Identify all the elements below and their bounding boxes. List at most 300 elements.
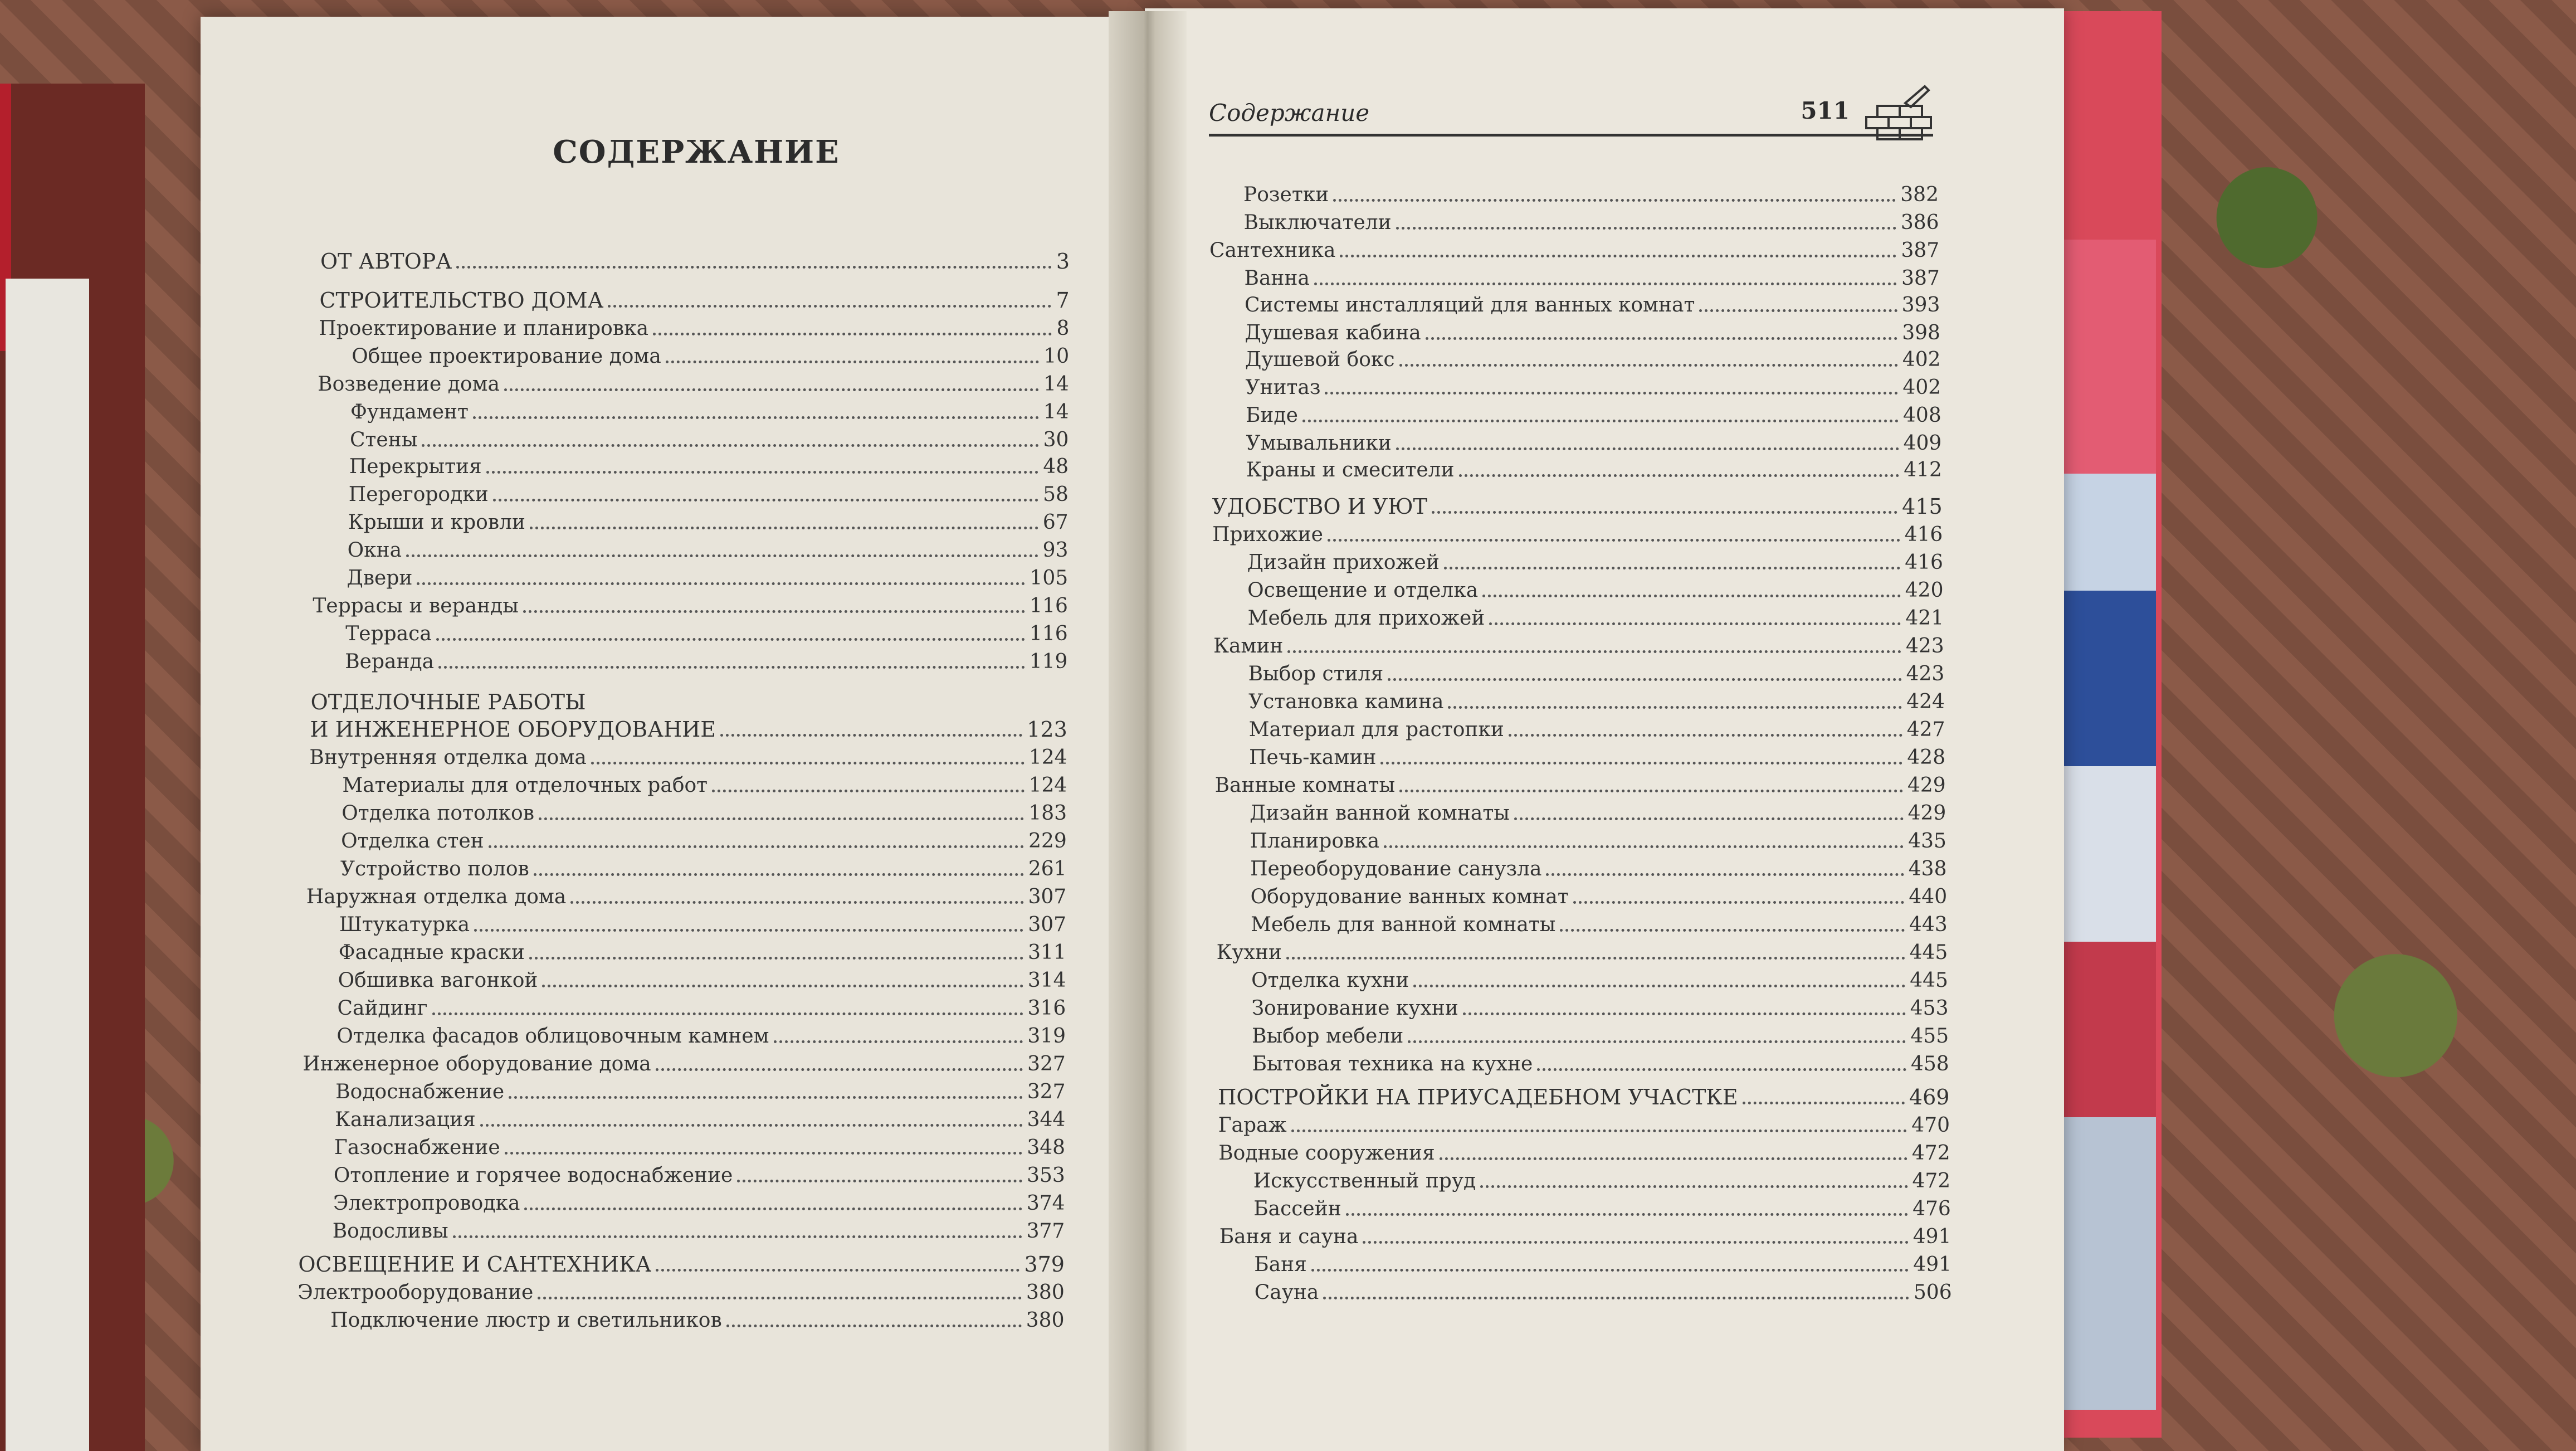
dot-leader bbox=[570, 901, 1023, 904]
toc-entry-label: Мебель для ванной комнаты bbox=[1251, 913, 1556, 936]
dot-leader bbox=[1328, 539, 1900, 542]
toc-entry-label: Электрооборудование bbox=[297, 1281, 534, 1304]
dot-leader bbox=[1560, 929, 1905, 932]
toc-entry-label: Отопление и горячее водоснабжение bbox=[333, 1164, 733, 1187]
toc-entry bbox=[350, 423, 1069, 450]
dot-leader bbox=[1323, 1297, 1909, 1299]
dot-leader bbox=[1573, 901, 1905, 904]
toc-entry-page-number: 387 bbox=[1901, 239, 1940, 262]
toc-entry bbox=[1251, 880, 1948, 907]
toc-entry-page-number: 421 bbox=[1905, 607, 1944, 630]
toc-entry-page-number: 314 bbox=[1027, 969, 1066, 992]
dot-leader bbox=[539, 817, 1024, 820]
dot-leader bbox=[712, 790, 1024, 792]
toc-entry-label: Бассейн bbox=[1253, 1197, 1341, 1220]
toc-entry-page-number: 445 bbox=[1909, 941, 1948, 964]
toc-entry bbox=[352, 340, 1069, 367]
toc-entry-label: ПОСТРОЙКИ НА ПРИУСАДЕБНОМ УЧАСТКЕ bbox=[1218, 1085, 1738, 1109]
toc-entry bbox=[336, 1020, 1066, 1046]
toc-entry-label: Водосливы bbox=[332, 1220, 448, 1243]
toc-entry bbox=[1253, 1192, 1951, 1219]
dot-leader bbox=[1380, 762, 1902, 765]
toc-entry-label: Установка камина bbox=[1248, 690, 1444, 713]
toc-entry-label: Ванна bbox=[1244, 267, 1310, 290]
dot-leader bbox=[486, 471, 1039, 474]
toc-entry-page-number: 453 bbox=[1910, 997, 1949, 1020]
toc-entry-page-number: 469 bbox=[1909, 1085, 1950, 1109]
toc-entry-page-number: 377 bbox=[1026, 1220, 1065, 1243]
toc-entry bbox=[310, 713, 1067, 740]
toc-entry bbox=[1250, 797, 1946, 824]
toc-entry-label: Гараж bbox=[1218, 1114, 1287, 1137]
toc-entry-page-number: 435 bbox=[1908, 830, 1946, 853]
dot-leader bbox=[1408, 1040, 1906, 1043]
toc-entry-label: Террасы и веранды bbox=[313, 595, 519, 617]
dot-leader bbox=[422, 444, 1038, 447]
toc-entry bbox=[347, 562, 1069, 588]
dot-leader bbox=[1333, 199, 1896, 202]
toc-entry bbox=[1215, 769, 1946, 796]
toc-entry-label: Терраса bbox=[345, 622, 432, 645]
toc-entry bbox=[319, 284, 1069, 311]
toc-entry bbox=[309, 741, 1067, 768]
dot-leader bbox=[1426, 337, 1898, 340]
toc-entry-page-number: 123 bbox=[1027, 717, 1067, 742]
toc-entry-label: ОТ АВТОРА bbox=[320, 249, 452, 274]
toc-entry bbox=[298, 1248, 1065, 1275]
toc-entry bbox=[334, 1131, 1065, 1158]
dot-leader bbox=[1346, 1213, 1908, 1216]
toc-entry bbox=[333, 1187, 1065, 1214]
toc-entry-page-number: 402 bbox=[1902, 348, 1941, 371]
toc-entry bbox=[1245, 317, 1940, 343]
toc-entry-page-number: 353 bbox=[1027, 1164, 1065, 1187]
toc-entry bbox=[1218, 1109, 1950, 1136]
toc-entry bbox=[338, 964, 1066, 991]
toc-entry-label: Камин bbox=[1213, 635, 1284, 658]
toc-entry-label: Веранда bbox=[345, 650, 435, 673]
toc-entry-page-number: 3 bbox=[1056, 249, 1070, 274]
dot-leader bbox=[509, 1096, 1023, 1099]
toc-entry-label: Системы инсталляций для ванных комнат bbox=[1244, 294, 1695, 317]
toc-entry bbox=[349, 450, 1069, 477]
dot-leader bbox=[1509, 734, 1902, 737]
toc-entry-label: Перегородки bbox=[348, 483, 489, 506]
dot-leader bbox=[504, 388, 1039, 391]
toc-entry-label: Дизайн прихожей bbox=[1247, 551, 1440, 574]
book-page-edge bbox=[6, 279, 89, 1451]
toc-entry-page-number: 429 bbox=[1907, 802, 1946, 825]
toc-entry-page-number: 416 bbox=[1905, 551, 1943, 574]
toc-entry-page-number: 423 bbox=[1905, 635, 1944, 658]
toc-entry-label: Кухни bbox=[1216, 941, 1282, 964]
toc-entry-label: Фундамент bbox=[350, 401, 469, 423]
toc-entry bbox=[1219, 1220, 1951, 1247]
toc-entry-page-number: 409 bbox=[1903, 432, 1942, 455]
toc-entry bbox=[1245, 371, 1941, 398]
dot-leader bbox=[456, 266, 1052, 269]
toc-entry-label: Наружная отделка дома bbox=[306, 885, 567, 908]
dot-leader bbox=[1448, 706, 1902, 709]
toc-entry-page-number: 14 bbox=[1043, 401, 1069, 423]
toc-entry-page-number: 491 bbox=[1913, 1225, 1951, 1248]
toc-entry-label: Мебель для прихожей bbox=[1247, 607, 1485, 630]
toc-entry-page-number: 93 bbox=[1042, 539, 1069, 562]
dot-leader bbox=[1537, 1068, 1906, 1071]
toc-entry-page-number: 14 bbox=[1043, 373, 1069, 396]
running-header bbox=[1209, 95, 1933, 137]
toc-entry bbox=[1209, 234, 1939, 261]
toc-entry bbox=[1245, 343, 1941, 370]
toc-entry-label: Проектирование и планировка bbox=[319, 317, 649, 340]
dot-leader bbox=[1286, 957, 1905, 960]
toc-entry bbox=[1212, 518, 1943, 545]
toc-entry-page-number: 10 bbox=[1043, 345, 1070, 368]
toc-entry-label: Подключение люстр и светильников bbox=[330, 1309, 722, 1332]
toc-entry bbox=[1250, 825, 1946, 851]
toc-entry-label: Умывальники bbox=[1246, 432, 1392, 455]
toc-entry-page-number: 8 bbox=[1056, 317, 1070, 340]
dot-leader bbox=[1396, 227, 1896, 230]
toc-entry-page-number: 344 bbox=[1027, 1108, 1066, 1131]
toc-entry bbox=[1246, 454, 1942, 480]
toc-entry bbox=[1217, 936, 1948, 963]
dot-leader bbox=[1384, 845, 1904, 848]
toc-entry bbox=[348, 506, 1069, 533]
dot-leader bbox=[1396, 447, 1899, 450]
toc-entry-label: ОСВЕЩЕНИЕ И САНТЕХНИКА bbox=[298, 1252, 652, 1277]
toc-entry-label: Переоборудование санузла bbox=[1250, 858, 1542, 880]
adjacent-book-right-cover bbox=[2061, 240, 2156, 1410]
book-gutter bbox=[1109, 11, 1187, 1451]
toc-entry-page-number: 327 bbox=[1027, 1053, 1066, 1075]
toc-entry-label: Отделка стен bbox=[341, 830, 484, 853]
toc-entry-page-number: 387 bbox=[1901, 267, 1940, 290]
toc-entry-page-number: 319 bbox=[1027, 1025, 1066, 1048]
dot-leader bbox=[720, 734, 1022, 737]
toc-entry bbox=[1249, 741, 1945, 768]
toc-entry-label: Перекрытия bbox=[349, 455, 482, 478]
toc-entry-label: И ИНЖЕНЕРНОЕ ОБОРУДОВАНИЕ bbox=[310, 717, 716, 742]
toc-entry-page-number: 116 bbox=[1029, 622, 1068, 645]
toc-entry bbox=[333, 1215, 1065, 1241]
toc-entry-label: Внутренняя отделка дома bbox=[309, 746, 587, 769]
dot-leader bbox=[1340, 255, 1896, 257]
toc-entry-page-number: 316 bbox=[1027, 997, 1066, 1020]
dot-leader bbox=[474, 929, 1023, 932]
toc-entry bbox=[1252, 1048, 1949, 1074]
toc-entry-label: Возведение дома bbox=[318, 373, 500, 396]
toc-entry-page-number: 348 bbox=[1027, 1136, 1066, 1159]
toc-entry-page-number: 105 bbox=[1030, 567, 1069, 590]
toc-entry-label: СТРОИТЕЛЬСТВО ДОМА bbox=[319, 288, 604, 313]
toc-entry-page-number: 420 bbox=[1905, 579, 1944, 602]
toc-entry-page-number: 379 bbox=[1024, 1252, 1065, 1277]
toc-entry bbox=[1250, 853, 1946, 879]
toc-entry-page-number: 307 bbox=[1028, 885, 1067, 908]
toc-entry-label: Дизайн ванной комнаты bbox=[1250, 802, 1510, 825]
toc-entry-page-number: 416 bbox=[1904, 523, 1943, 546]
toc-entry bbox=[348, 534, 1069, 561]
toc-entry-label: Биде bbox=[1245, 404, 1298, 427]
dot-leader bbox=[1480, 1185, 1907, 1188]
toc-entry-page-number: 30 bbox=[1043, 429, 1069, 451]
toc-entry bbox=[1246, 427, 1941, 454]
toc-entry-page-number: 183 bbox=[1028, 802, 1067, 825]
toc-entry-label: Баня и сауна bbox=[1219, 1225, 1359, 1248]
dot-leader bbox=[591, 762, 1024, 765]
toc-entry-label: Бытовая техника на кухне bbox=[1252, 1053, 1533, 1075]
brick-trowel-icon bbox=[1855, 84, 1933, 145]
toc-entry bbox=[335, 1103, 1065, 1130]
toc-entry bbox=[1247, 574, 1943, 601]
toc-entry-page-number: 408 bbox=[1903, 404, 1941, 427]
toc-entry-label: Освещение и отделка bbox=[1247, 579, 1479, 602]
dot-leader bbox=[505, 1152, 1023, 1155]
toc-entry-label: Газоснабжение bbox=[334, 1136, 500, 1159]
toc-entry-page-number: 67 bbox=[1042, 511, 1069, 534]
toc-entry-page-number: 506 bbox=[1913, 1281, 1952, 1304]
toc-entry bbox=[1251, 908, 1948, 935]
dot-leader bbox=[1302, 420, 1899, 422]
dot-leader bbox=[1489, 622, 1901, 625]
dot-leader bbox=[1459, 474, 1900, 477]
toc-entry-page-number: 458 bbox=[1910, 1053, 1949, 1075]
toc-entry-label: УДОБСТВО И УЮТ bbox=[1212, 494, 1427, 519]
dot-leader bbox=[1363, 1241, 1908, 1244]
dot-leader bbox=[1463, 1012, 1906, 1015]
toc-entry bbox=[1213, 630, 1944, 656]
toc-entry-label: Фасадные краски bbox=[338, 941, 525, 964]
toc-entry-label: Сайдинг bbox=[337, 997, 428, 1020]
toc-entry-page-number: 307 bbox=[1028, 913, 1067, 936]
toc-entry bbox=[341, 825, 1067, 851]
dot-leader bbox=[493, 499, 1038, 501]
toc-entry-page-number: 58 bbox=[1043, 483, 1069, 506]
dot-leader bbox=[489, 845, 1024, 848]
toc-entry-label: Ванные комнаты bbox=[1214, 774, 1396, 797]
dot-leader bbox=[542, 985, 1023, 987]
toc-entry bbox=[341, 797, 1067, 824]
toc-entry bbox=[339, 936, 1066, 963]
dot-leader bbox=[666, 361, 1039, 363]
toc-entry-label: Водоснабжение bbox=[335, 1080, 505, 1103]
dot-leader bbox=[774, 1040, 1023, 1043]
toc-entry-page-number: 438 bbox=[1908, 858, 1947, 880]
toc-entry bbox=[1248, 602, 1944, 629]
toc-entry bbox=[1218, 1137, 1950, 1163]
dot-leader bbox=[656, 1269, 1019, 1272]
dot-leader bbox=[530, 527, 1038, 529]
dot-leader bbox=[406, 554, 1038, 557]
toc-entry bbox=[1249, 713, 1945, 740]
toc-entry-page-number: 412 bbox=[1904, 459, 1942, 481]
toc-entry-page-number: 476 bbox=[1913, 1197, 1951, 1220]
dot-leader bbox=[1546, 873, 1904, 876]
toc-entry-page-number: 491 bbox=[1913, 1253, 1952, 1276]
dot-leader bbox=[1287, 650, 1901, 653]
toc-entry bbox=[1245, 262, 1940, 289]
toc-entry-page-number: 428 bbox=[1907, 746, 1946, 769]
dot-leader bbox=[726, 1325, 1022, 1327]
toc-entry-label: Выключатели bbox=[1243, 211, 1392, 234]
toc-entry bbox=[1243, 178, 1939, 205]
dot-leader bbox=[1399, 364, 1898, 367]
dot-leader bbox=[1440, 1157, 1907, 1160]
toc-entry bbox=[1245, 289, 1940, 315]
toc-entry bbox=[1244, 206, 1939, 233]
toc-entry-page-number: 472 bbox=[1911, 1142, 1950, 1165]
toc-entry-label: Отделка фасадов облицовочным камнем bbox=[336, 1025, 769, 1048]
dot-leader bbox=[608, 305, 1051, 308]
toc-entry-label: Штукатурка bbox=[339, 913, 470, 936]
toc-entry-page-number: 415 bbox=[1902, 494, 1943, 519]
toc-entry bbox=[1247, 546, 1943, 573]
toc-entry bbox=[1212, 490, 1943, 517]
dot-leader bbox=[1388, 678, 1901, 681]
toc-entry bbox=[1252, 1020, 1949, 1046]
dot-leader bbox=[1291, 1129, 1907, 1132]
toc-entry-page-number: 424 bbox=[1906, 690, 1945, 713]
adjacent-book-left bbox=[0, 84, 145, 1451]
toc-entry-label: Баня bbox=[1254, 1253, 1307, 1276]
toc-entry-label: Прихожие bbox=[1212, 523, 1323, 546]
toc-entry-label: Выбор стиля bbox=[1248, 663, 1384, 685]
toc-entry-page-number: 327 bbox=[1027, 1080, 1066, 1103]
toc-entry-page-number: 124 bbox=[1028, 746, 1067, 769]
toc-entry-label: Окна bbox=[347, 539, 402, 562]
dot-leader bbox=[1743, 1102, 1905, 1104]
toc-entry-page-number: 423 bbox=[1906, 663, 1945, 685]
toc-entry-page-number: 472 bbox=[1912, 1170, 1951, 1192]
toc-entry bbox=[313, 590, 1068, 616]
toc-entry bbox=[350, 396, 1069, 422]
toc-entry-label: Печь-камин bbox=[1249, 746, 1377, 769]
dot-leader bbox=[656, 1068, 1023, 1071]
page-title: СОДЕРЖАНИЕ bbox=[553, 134, 840, 171]
dot-leader bbox=[1432, 511, 1897, 514]
dot-leader bbox=[417, 582, 1025, 585]
dot-leader bbox=[473, 416, 1039, 419]
toc-entry bbox=[1248, 685, 1945, 712]
toc-entry bbox=[1251, 964, 1948, 991]
toc-entry-label: Стены bbox=[349, 429, 418, 451]
toc-entry-page-number: 119 bbox=[1029, 650, 1068, 673]
toc-heading-line1: ОТДЕЛОЧНЫЕ РАБОТЫ bbox=[310, 690, 586, 714]
toc-entry bbox=[1248, 658, 1945, 684]
running-title: Содержание bbox=[1209, 99, 1370, 126]
toc-entry-page-number: 116 bbox=[1030, 595, 1068, 617]
dot-leader bbox=[1314, 283, 1897, 285]
toc-entry-label: Общее проектирование дома bbox=[352, 345, 661, 368]
dot-leader bbox=[1413, 985, 1905, 987]
toc-entry-label: Водные сооружения bbox=[1218, 1142, 1435, 1165]
toc-entry-label: Отделка кухни bbox=[1251, 969, 1409, 992]
dot-leader bbox=[480, 1124, 1023, 1127]
toc-entry-page-number: 443 bbox=[1909, 913, 1948, 936]
toc-entry-page-number: 229 bbox=[1028, 830, 1067, 853]
toc-entry bbox=[1254, 1248, 1951, 1275]
toc-entry bbox=[338, 992, 1066, 1019]
dot-leader bbox=[1399, 790, 1903, 792]
toc-entry-page-number: 427 bbox=[1906, 718, 1945, 741]
toc-entry bbox=[319, 312, 1069, 339]
dot-leader bbox=[534, 873, 1024, 876]
toc-entry-label: Инженерное оборудование дома bbox=[303, 1053, 651, 1075]
dot-leader bbox=[1325, 392, 1898, 395]
toc-entry bbox=[345, 617, 1067, 644]
toc-entry bbox=[297, 1276, 1064, 1303]
dot-leader bbox=[524, 1207, 1022, 1210]
toc-entry-label: Канализация bbox=[335, 1108, 476, 1131]
dot-leader bbox=[529, 957, 1023, 960]
toc-entry-label: Зонирование кухни bbox=[1251, 997, 1458, 1020]
dot-leader bbox=[436, 638, 1025, 641]
toc-entry-page-number: 48 bbox=[1043, 455, 1069, 478]
toc-entry-label: Сауна bbox=[1254, 1281, 1319, 1304]
toc-entry bbox=[320, 245, 1070, 272]
dot-leader bbox=[1311, 1269, 1909, 1272]
page-number: 511 bbox=[1801, 97, 1850, 124]
toc-entry-page-number: 402 bbox=[1902, 376, 1941, 399]
toc-entry-page-number: 440 bbox=[1909, 885, 1948, 908]
dot-leader bbox=[1514, 817, 1904, 820]
dot-leader bbox=[653, 333, 1052, 335]
toc-entry-label: Планировка bbox=[1250, 830, 1380, 853]
toc-entry bbox=[318, 368, 1069, 395]
toc-entry-label: Электропроводка bbox=[333, 1192, 520, 1215]
toc-entry bbox=[1218, 1081, 1949, 1108]
dot-leader bbox=[438, 666, 1025, 669]
toc-entry-page-number: 261 bbox=[1028, 858, 1067, 880]
toc-entry-page-number: 455 bbox=[1910, 1025, 1949, 1048]
toc-entry-label: Оборудование ванных комнат bbox=[1250, 885, 1569, 908]
toc-entry-page-number: 380 bbox=[1026, 1281, 1065, 1304]
toc-entry-page-number: 470 bbox=[1911, 1114, 1950, 1137]
toc-entry-label: Двери bbox=[347, 567, 413, 590]
dot-leader bbox=[1482, 595, 1901, 597]
toc-entry bbox=[306, 880, 1066, 907]
toc-entry bbox=[1252, 992, 1949, 1019]
toc-entry-label: Крыши и кровли bbox=[348, 511, 525, 534]
toc-entry bbox=[340, 853, 1067, 879]
toc-entry-label: Душевой бокс bbox=[1245, 348, 1395, 371]
toc-entry-label: Искусственный пруд bbox=[1253, 1170, 1476, 1192]
toc-entry bbox=[1253, 1165, 1951, 1191]
toc-entry bbox=[345, 645, 1067, 672]
dot-leader bbox=[432, 1012, 1023, 1015]
toc-entry-page-number: 393 bbox=[1901, 294, 1940, 317]
toc-entry-label: Материалы для отделочных работ bbox=[342, 774, 708, 797]
toc-entry-label: Унитаз bbox=[1245, 376, 1321, 399]
toc-entry-label: Отделка потолков bbox=[341, 802, 534, 825]
toc-entry-page-number: 311 bbox=[1028, 941, 1066, 964]
toc-entry bbox=[1246, 399, 1941, 426]
toc-entry-label: Душевая кабина bbox=[1245, 322, 1421, 344]
toc-entry bbox=[303, 1048, 1065, 1074]
toc-entry bbox=[342, 769, 1067, 796]
toc-entry-page-number: 386 bbox=[1900, 211, 1939, 234]
toc-entry-label: Сантехника bbox=[1209, 239, 1336, 262]
toc-entry-label: Материал для растопки bbox=[1248, 718, 1504, 741]
toc-entry-label: Обшивка вагонкой bbox=[338, 969, 538, 992]
dot-leader bbox=[1444, 567, 1900, 569]
dot-leader bbox=[737, 1180, 1022, 1182]
dot-leader bbox=[1699, 309, 1897, 312]
toc-entry-page-number: 374 bbox=[1026, 1192, 1065, 1215]
toc-entry bbox=[335, 1075, 1065, 1102]
toc-entry bbox=[334, 1159, 1065, 1186]
